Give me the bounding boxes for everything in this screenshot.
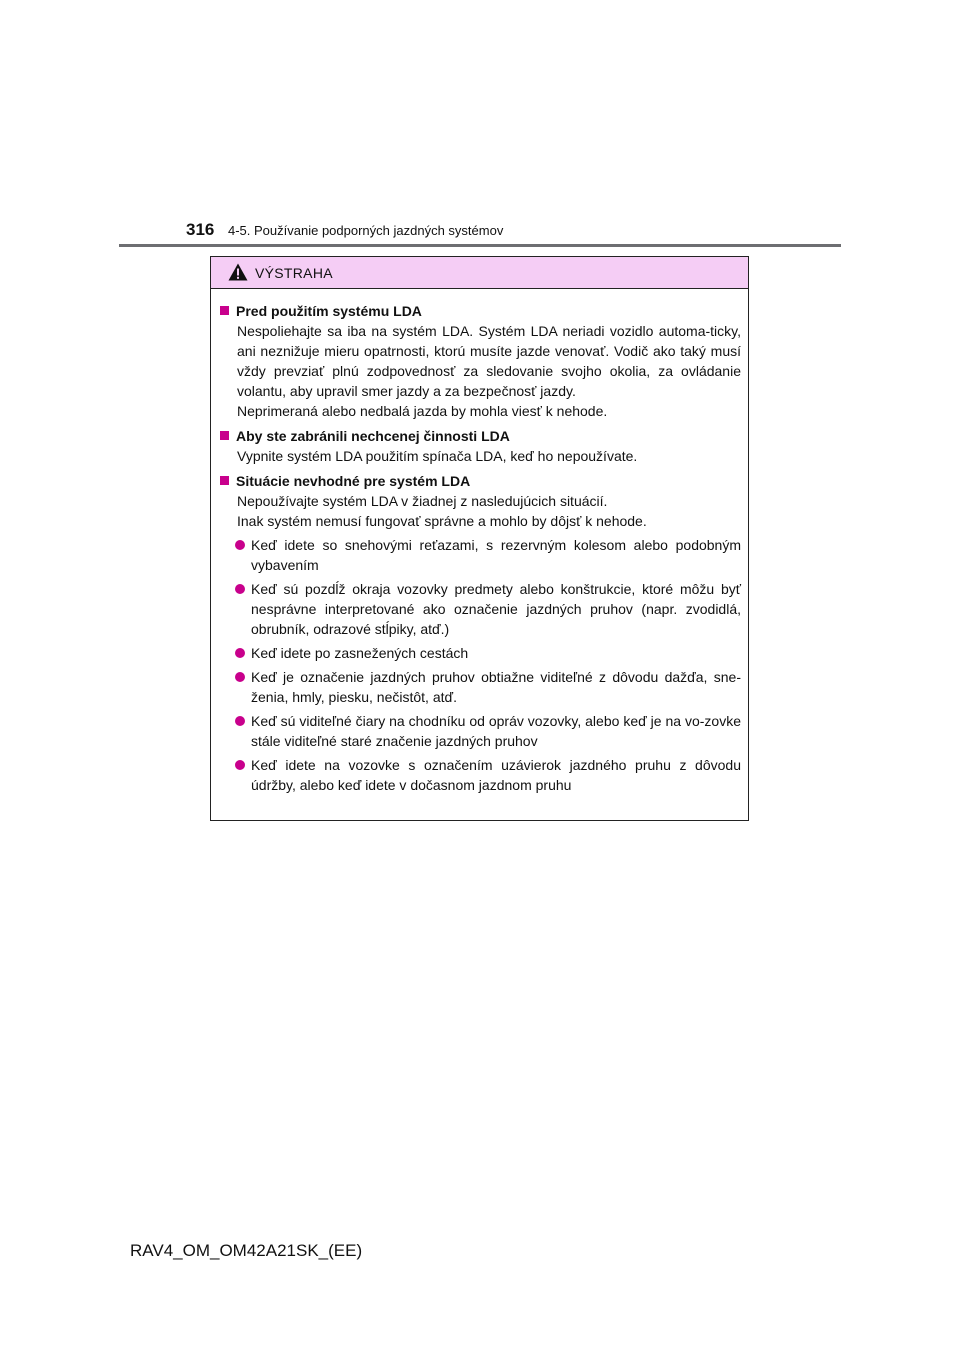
section-before-use (219, 301, 741, 421)
section-unsuitable-situations (219, 471, 741, 795)
list-item: Keď je označenie jazdných pruhov obtiažne viditeľné z dôvodu dažďa, sne-ženia, hmly, piesku, nečistôt, atď. (219, 667, 741, 707)
paragraph: Nepoužívajte systém LDA v žiadnej z nasledujúcich situácií. (237, 493, 608, 509)
chapter-title: 4-5. Používanie podporných jazdných systémov (228, 223, 504, 238)
square-bullet-icon (220, 306, 229, 315)
paragraph: Inak systém nemusí fungovať správne a mohlo by dôjsť k nehode. (237, 513, 647, 529)
page-number: 316 (186, 220, 215, 239)
square-bullet-icon (220, 476, 229, 485)
paragraph: Neprimeraná alebo nedbalá jazda by mohla viesť k nehode. (237, 403, 608, 419)
document-code: RAV4_OM_OM42A21SK_(EE) (130, 1241, 363, 1260)
paragraph: Vypnite systém LDA použitím spínača LDA, keď ho nepoužívate. (237, 448, 638, 464)
paragraph: Nespoliehajte sa iba na systém LDA. Systém LDA neriadi vozidlo automa-ticky, ani neznižuje mieru opatrnosti, ktorú musíte jazde venovať. Vodič ako taký musí vždy prevziať plnú zodpovednosť za sledovanie svojho okolia, za ovládanie volantu, aby upravil smer jazdy a za bezpečnosť jazdy. (237, 323, 741, 399)
list-item: Keď sú viditeľné čiary na chodníku od opráv vozovky, alebo keď je na vo-zovke stále viditeľné staré značenie jazdných pruhov (219, 711, 741, 751)
list-item: Keď idete so snehovými reťazami, s rezervným kolesom alebo podobným vybavením (219, 535, 741, 575)
round-bullet-icon (235, 716, 245, 726)
section-heading: Aby ste zabránili nechcenej činnosti LDA (219, 426, 741, 446)
section-heading: Pred použitím systému LDA (219, 301, 741, 321)
warning-header (211, 257, 748, 289)
round-bullet-icon (235, 760, 245, 770)
section-heading: Situácie nevhodné pre systém LDA (219, 471, 741, 491)
section-prevent-activation (219, 426, 741, 466)
round-bullet-icon (235, 648, 245, 658)
list-item: Keď idete na vozovke s označením uzávierok jazdného pruhu z dôvodu údržby, alebo keď idete v dočasnom jazdnom pruhu (219, 755, 741, 795)
round-bullet-icon (235, 584, 245, 594)
warning-box (210, 256, 749, 821)
list-item: Keď sú pozdĺž okraja vozovky predmety alebo konštrukcie, ktoré môžu byť nesprávne interpretované ako označenie jazdných pruhov (napr. zvodidlá, obrubník, odrazové stĺpiky, atď.) (219, 579, 741, 639)
round-bullet-icon (235, 540, 245, 550)
square-bullet-icon (220, 431, 229, 440)
round-bullet-icon (235, 672, 245, 682)
warning-triangle-icon (228, 263, 248, 281)
list-item: Keď idete po zasnežených cestách (219, 643, 741, 663)
warning-title: VÝSTRAHA (255, 265, 333, 281)
header-divider (119, 244, 841, 247)
warning-body (211, 289, 748, 795)
